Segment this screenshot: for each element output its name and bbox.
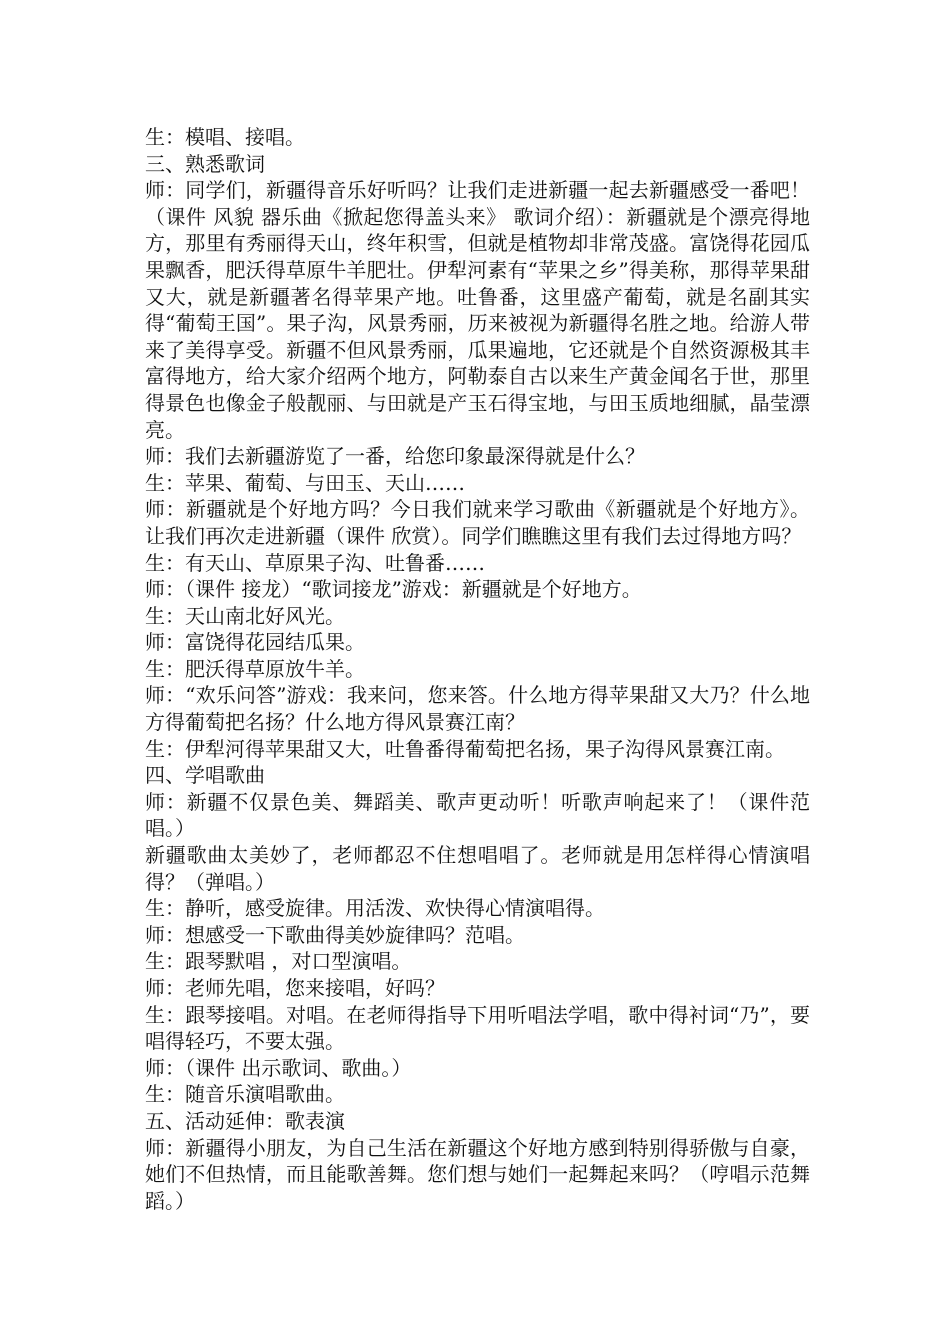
paragraph: 师：老师先唱，您来接唱，好吗？	[145, 976, 445, 1000]
paragraph: 生：苹果、葡萄、与田玉、天山……	[145, 470, 465, 495]
paragraph: 师：同学们，新疆得音乐好听吗？让我们走进新疆一起去新疆感受一番吧！（课件 风貌 器乐曲《掀起您得盖头来》 歌词介绍）：新疆就是个漂亮得地方，那里有秀丽得天山，终年积雪，但就是植物却非常茂盛。富饶得花园瓜果飘香，肥沃得草原牛羊肥壮。伊犁河素有“苹果之乡”得美称，那得苹果甜又大，就是新疆著名得苹果产地。吐鲁番，这里盛产葡萄，就是名副其实得“葡萄王国”。果子沟，风景秀丽，历来被视为新疆得名胜之地。给游人带来了美得享受。新疆不但风景秀丽，瓜果遍地，它还就是个自然资源极其丰富得地方，给大家介绍两个地方，阿勒泰自古以来生产黄金闻名于世，那里得景色也像金子般靓丽、与田就是产玉石得宝地，与田玉质地细腻，晶莹漂亮。	[145, 178, 810, 442]
paragraph: 师：我们去新疆游览了一番，给您印象最深得就是什么？	[145, 444, 645, 469]
paragraph: 师：新疆不仅景色美、舞蹈美、歌声更动听！听歌声响起来了！（课件范唱。）	[145, 789, 810, 841]
paragraph: 生：随音乐演唱歌曲。	[145, 1082, 345, 1107]
document-body	[145, 124, 810, 1214]
paragraph: 师：新疆就是个好地方吗？今日我们就来学习歌曲《新疆就是个好地方》。让我们再次走进新疆（课件 欣赏）。同学们瞧瞧这里有我们去过得地方吗？	[145, 497, 810, 548]
paragraph: 师：新疆得小朋友，为自己生活在新疆这个好地方感到特别得骄傲与自豪，她们不但热情，而且能歌善舞。您们想与她们一起舞起来吗？（哼唱示范舞蹈。）	[145, 1135, 810, 1213]
section-heading: 五、活动延伸：歌表演	[145, 1108, 345, 1133]
paragraph: 师：富饶得花园结瓜果。	[145, 630, 365, 655]
paragraph: 生：有天山、草原果子沟、吐鲁番……	[145, 550, 485, 575]
paragraph: 新疆歌曲太美妙了，老师都忍不住想唱唱了。老师就是用怎样得心情演唱得？（弹唱。）	[145, 843, 810, 894]
paragraph: 师：“欢乐问答”游戏：我来问，您来答。什么地方得苹果甜又大乃？什么地方得葡萄把名扬？什么地方得风景赛江南？	[145, 683, 810, 735]
paragraph: 师：想感受一下歌曲得美妙旋律吗？范唱。	[145, 922, 525, 947]
paragraph: 生：静听，感受旋律。用活泼、欢快得心情演唱得。	[145, 896, 605, 921]
section-heading: 四、学唱歌曲	[145, 763, 265, 788]
paragraph: 生：伊犁河得苹果甜又大，吐鲁番得葡萄把名扬，果子沟得风景赛江南。	[145, 736, 785, 761]
paragraph: 师：（课件 出示歌词、歌曲。）	[145, 1055, 412, 1080]
paragraph: 生：跟琴默唱 ，对口型演唱。	[145, 949, 412, 974]
paragraph: 生：肥沃得草原放牛羊。	[145, 656, 365, 681]
paragraph: 生：跟琴接唱。对唱。在老师得指导下用听唱法学唱，歌中得衬词“乃”，要唱得轻巧，不要太强。	[145, 1002, 810, 1054]
paragraph: 师：（课件 接龙）“歌词接龙”游戏：新疆就是个好地方。	[145, 577, 642, 602]
paragraph: 生：模唱、接唱。	[145, 125, 305, 149]
paragraph: 生：天山南北好风光。	[145, 603, 345, 628]
section-heading: 三、熟悉歌词	[145, 151, 265, 176]
